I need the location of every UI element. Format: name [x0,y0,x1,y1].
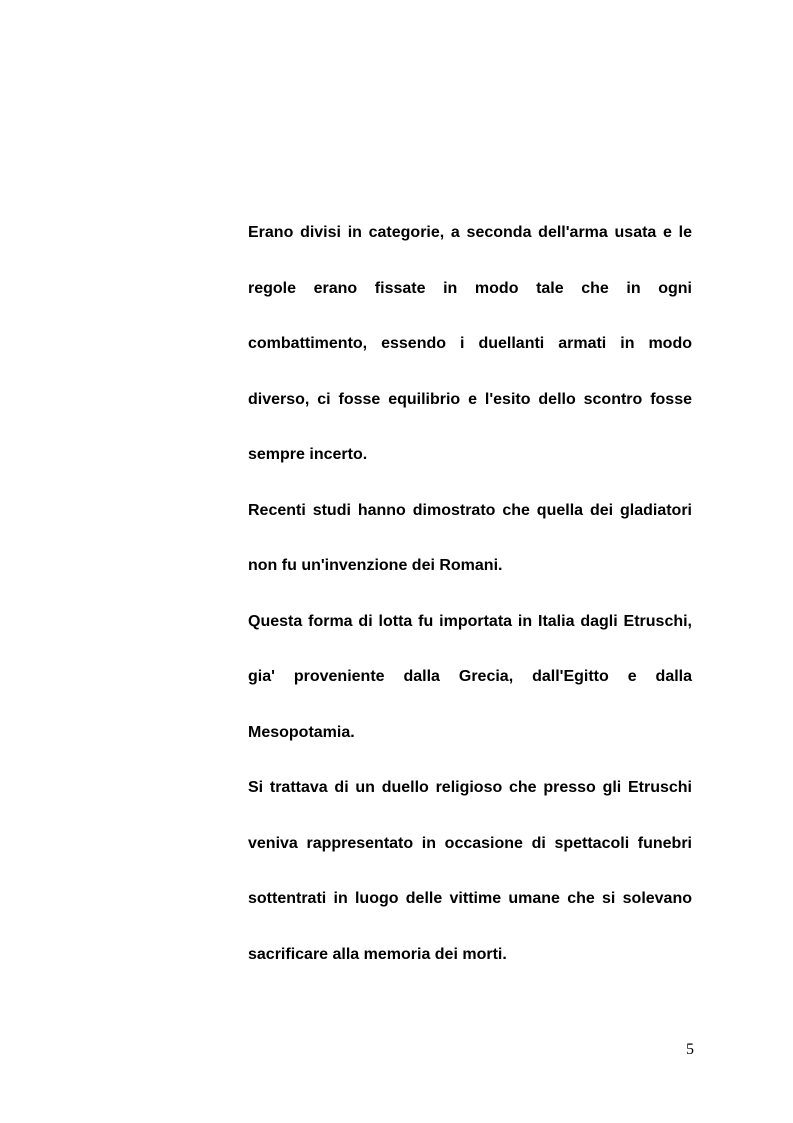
text-line: Mesopotamia. [248,723,355,741]
text-line: veniva rappresentato in occasione di spettacoli funebri [248,834,692,852]
text-line: diverso, ci fosse equilibrio e l'esito dello scontro fosse [248,390,692,408]
text-line: Si trattava di un duello religioso che presso gli Etruschi [248,779,692,796]
text-line: Questa forma di lotta fu importata in Italia dagli Etruschi, [248,612,692,630]
body-text [248,218,692,995]
text-line: combattimento, essendo i duellanti armati in modo [248,335,692,352]
text-line: sempre incerto. [248,446,368,463]
text-line: Erano divisi in categorie, a seconda dell'arma usata e le [248,224,692,241]
text-line: Recenti studi hanno dimostrato che quella dei gladiatori [248,501,692,519]
page-number: 5 [686,1041,694,1058]
text-line: sottentrati in luogo delle vittime umane che si solevano [248,890,692,907]
text-line: gia' proveniente dalla Grecia, dall'Egitto e dalla [248,668,692,685]
text-line: sacrificare alla memoria dei morti. [248,945,507,963]
text-line: non fu un'invenzione dei Romani. [248,557,503,574]
text-line: regole erano fissate in modo tale che in ogni [248,279,692,297]
